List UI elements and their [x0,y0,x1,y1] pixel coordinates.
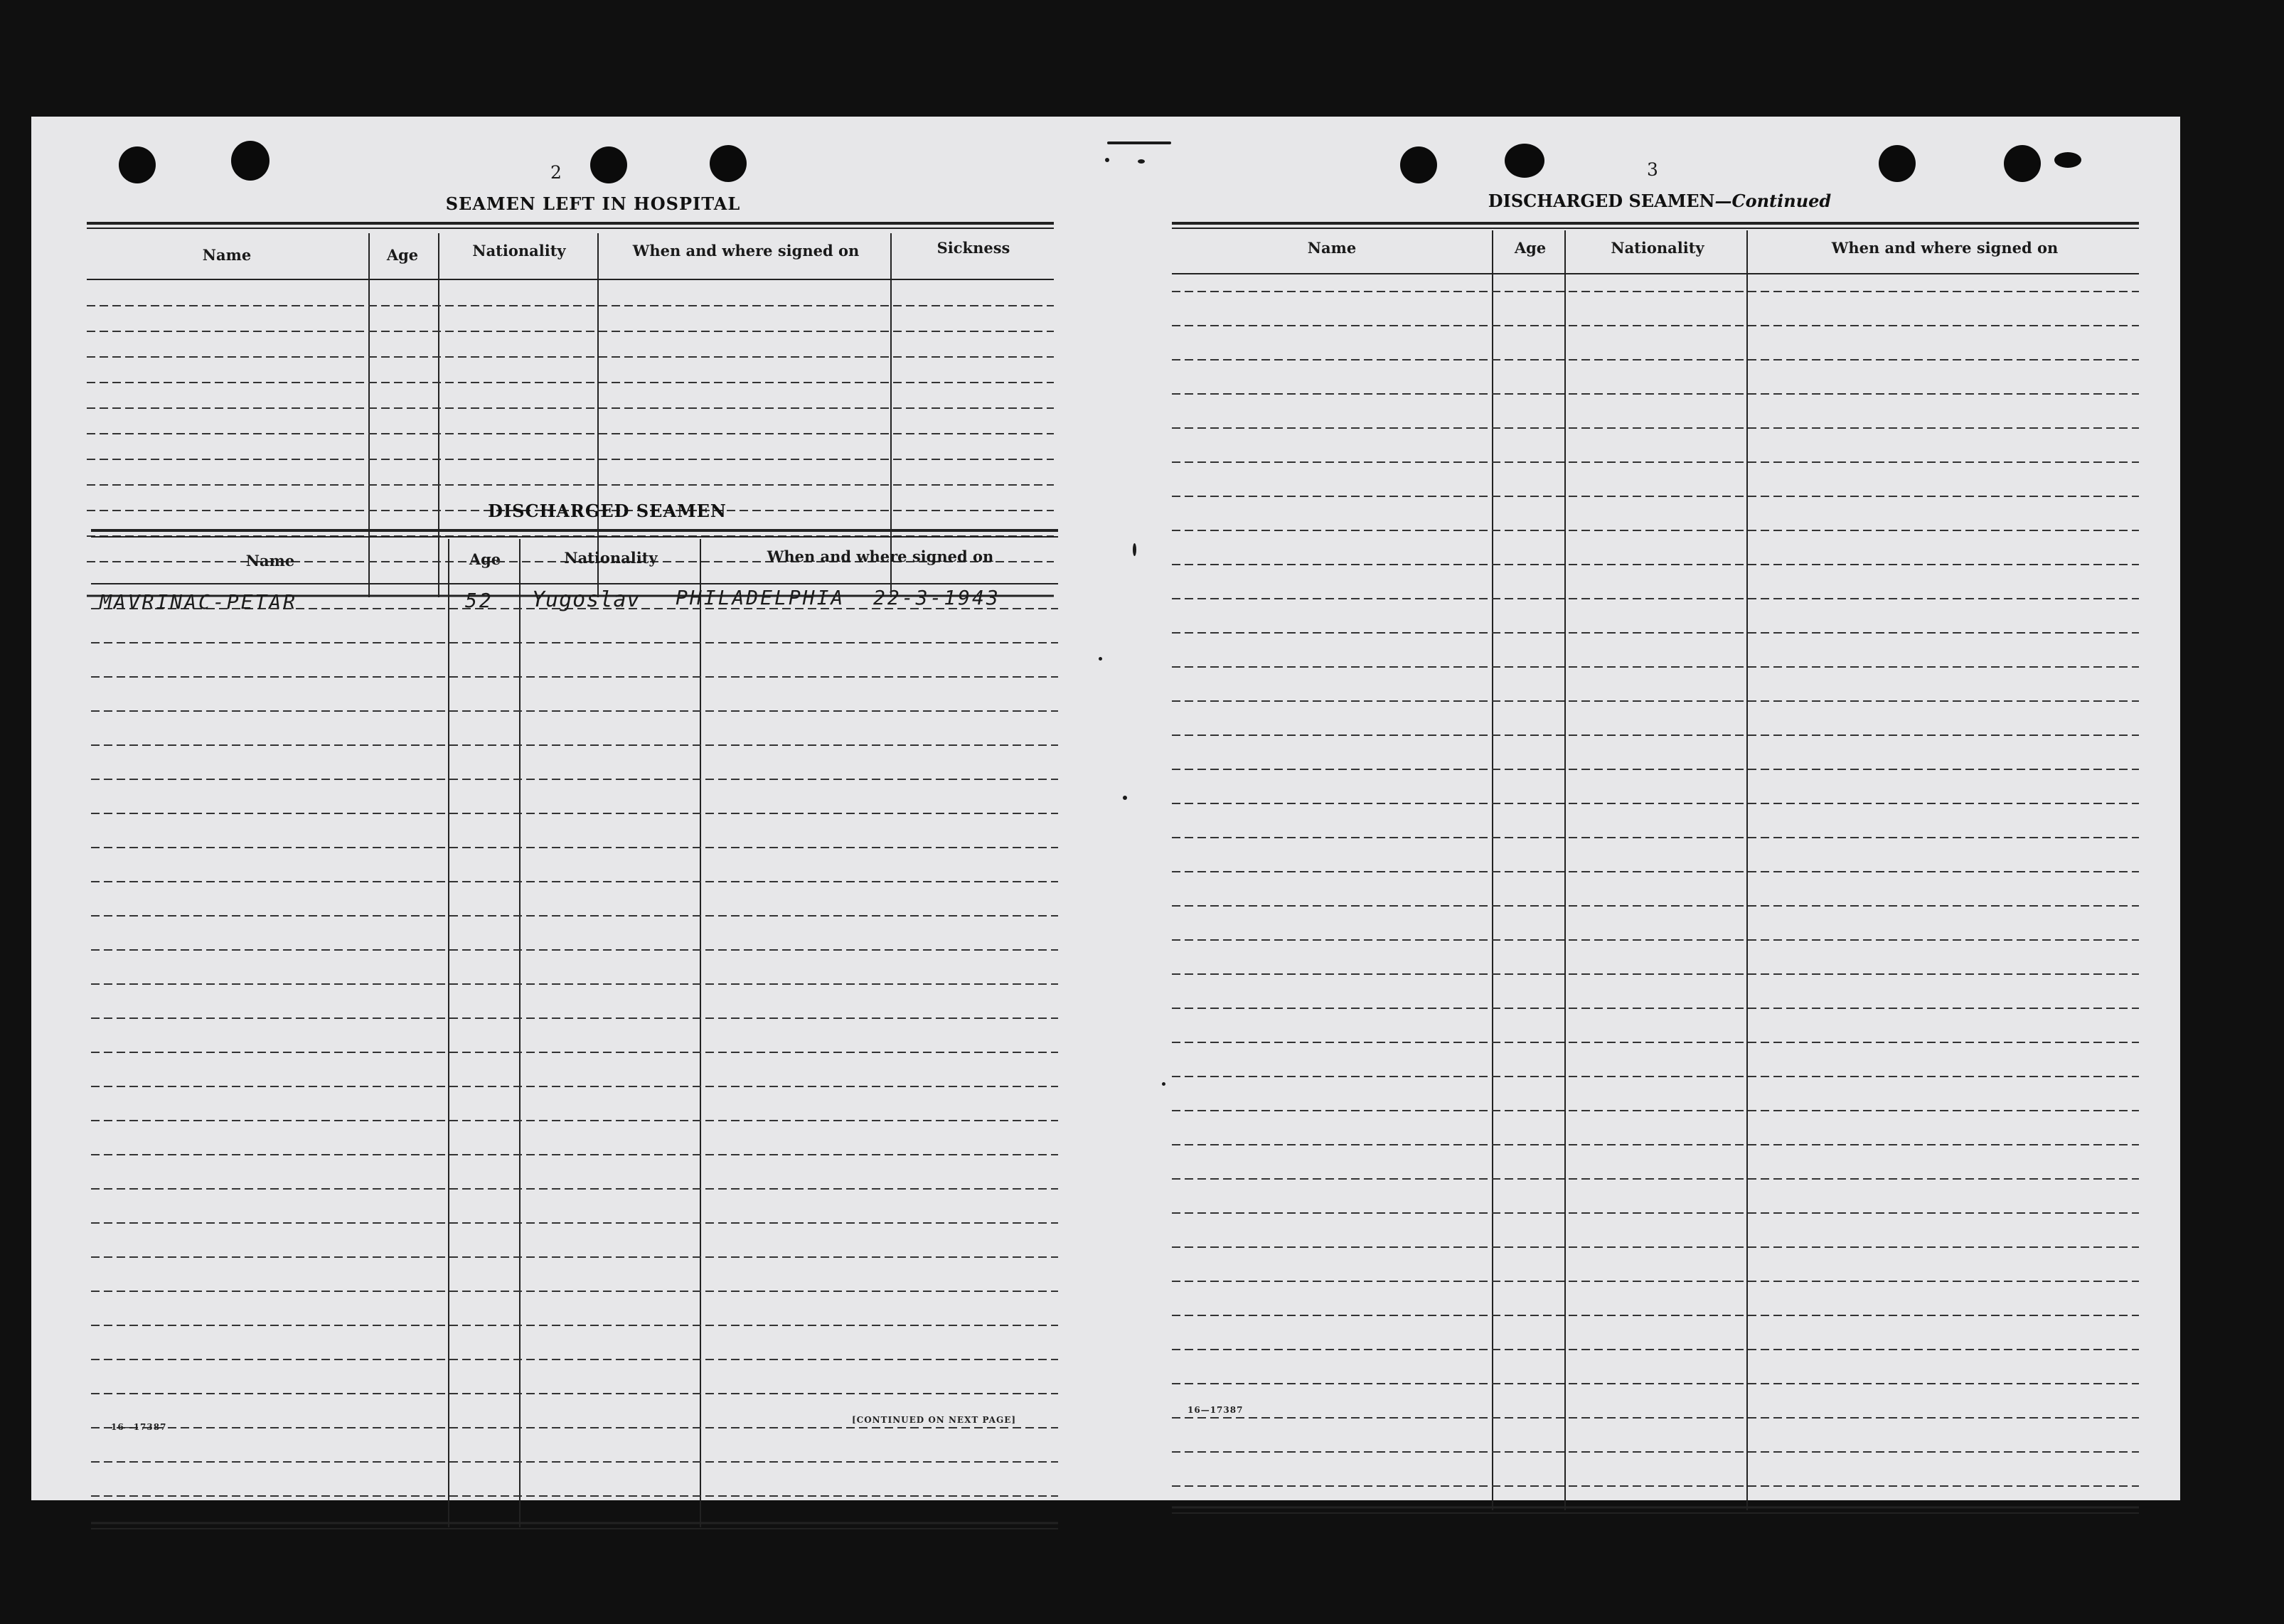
punch-hole [1505,144,1544,178]
stray-mark [1133,543,1136,556]
punch-hole [1879,145,1916,182]
hospital-section-title: SEAMEN LEFT IN HOSPITAL [445,193,741,214]
hospital-col-nationality: Nationality [472,242,566,260]
stray-mark [1138,159,1145,164]
entry-age: 52 [465,589,493,612]
stray-mark [1107,141,1171,144]
punch-hole [590,146,627,183]
entry-nationality: Yugoslav [532,587,641,612]
hospital-col-name: Name [202,246,252,264]
discharged-col-nationality: Nationality [564,549,658,567]
form-number-left: 16—17387 [111,1422,167,1432]
continued-note: [CONTINUED ON NEXT PAGE] [852,1415,1017,1425]
continued-top-rule [1172,222,2139,225]
entry-signed-on: PHILADELPHIA 22-3-1943 [676,586,1000,609]
hospital-col-sickness: Sickness [936,239,1010,257]
page-number-right: 3 [1647,159,1658,180]
continued-col-name: Name [1307,239,1357,257]
discharged-section-title: DISCHARGED SEAMEN [488,501,727,521]
continued-title-suffix: —Continued [1714,191,1832,211]
punch-hole [2004,145,2041,182]
discharged-table-rows [91,583,1060,1536]
punch-hole [710,145,747,182]
punch-hole [119,146,156,183]
continued-col-signed-on: When and where signed on [1831,239,2059,257]
discharged-top-rule-thin [91,536,1058,538]
stray-mark [1162,1082,1165,1086]
continued-col-age: Age [1514,239,1547,257]
hospital-top-rule-thin [87,228,1054,229]
continued-top-rule-thin [1172,228,2139,229]
discharged-col-signed-on: When and where signed on [767,547,994,565]
discharged-continued-title [1169,191,2150,211]
punch-hole [1400,146,1437,183]
stray-mark [1123,796,1127,800]
punch-hole [2054,152,2081,168]
stray-mark [1099,657,1102,661]
stray-mark [1105,158,1109,162]
discharged-col-age: Age [469,550,501,568]
form-number-right: 16—17387 [1188,1405,1244,1415]
hospital-top-rule [87,222,1054,225]
continued-title-main: DISCHARGED SEAMEN [1488,191,1715,211]
continued-col-nationality: Nationality [1611,239,1704,257]
entry-name: MAVRINAC-PETAR [100,590,298,614]
document-sheet [31,117,2180,1500]
page-number-left: 2 [550,162,562,183]
hospital-col-age: Age [386,246,419,264]
continued-table-rows [1169,274,2140,1526]
discharged-col-name: Name [245,552,295,570]
hospital-col-signed-on: When and where signed on [632,242,860,260]
punch-hole [231,141,270,181]
discharged-top-rule [91,529,1058,532]
